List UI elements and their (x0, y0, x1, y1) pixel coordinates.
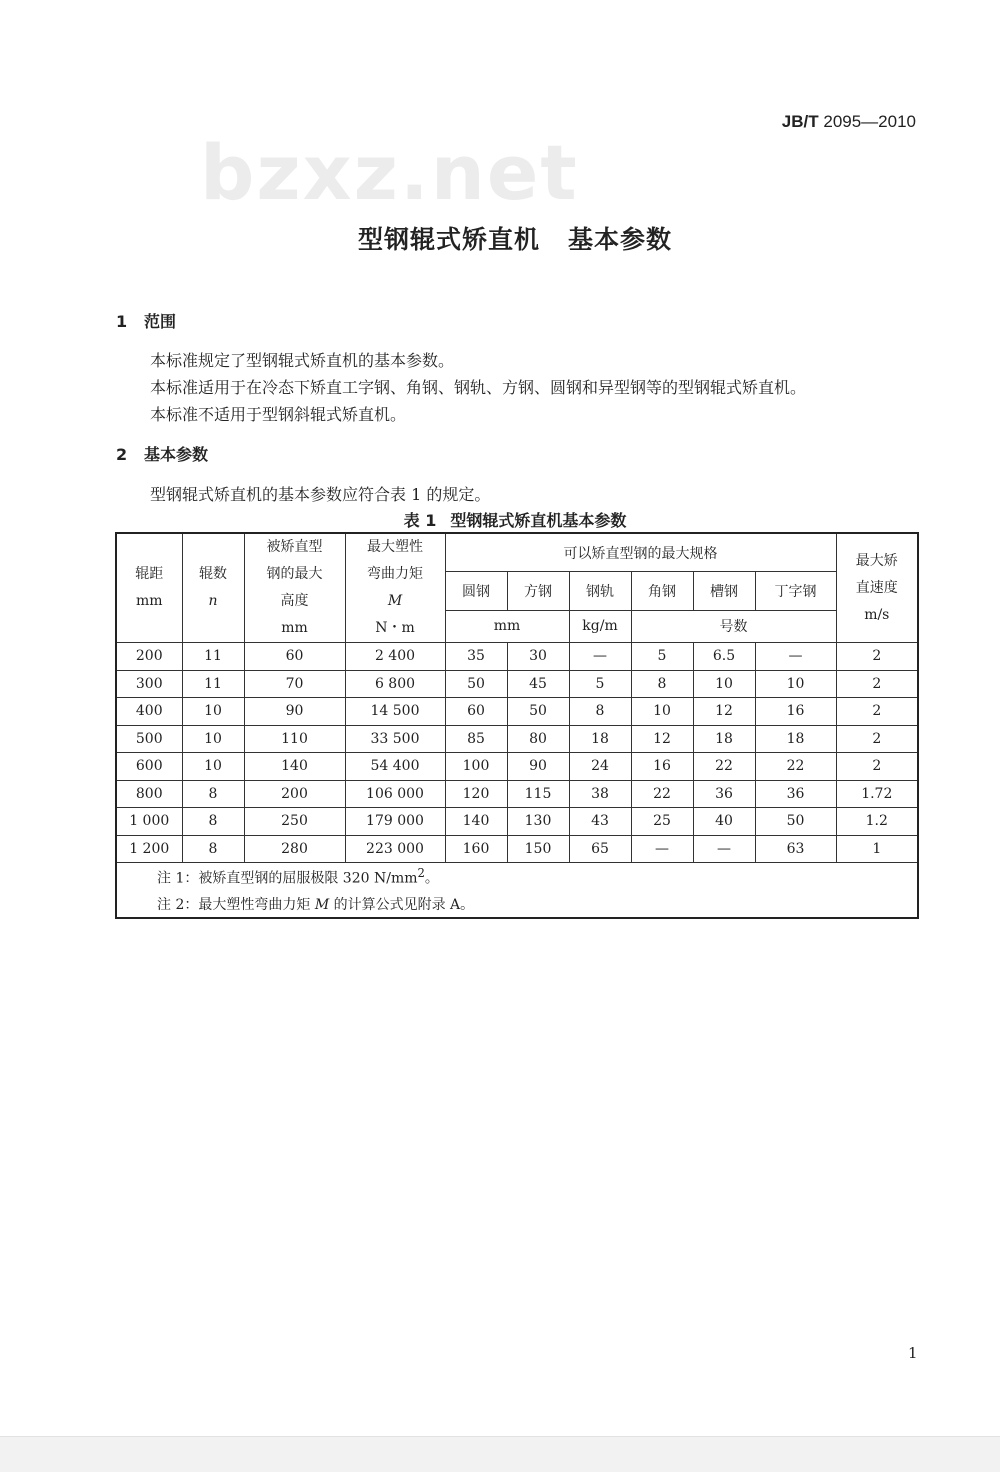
cell-tee: 10 (755, 670, 836, 698)
note-1-suffix: 。 (424, 870, 439, 887)
cell-rail: 18 (569, 725, 631, 753)
cell-max-speed: 1.72 (836, 780, 918, 808)
section-2-number: 2 (116, 445, 128, 464)
table-row (116, 698, 918, 726)
cell-max-speed: 2 (836, 753, 918, 781)
header-rail: 钢轨 (569, 572, 631, 610)
cell-roll-count: 8 (182, 835, 244, 863)
section-1-paragraph-3: 本标准不适用于型钢斜辊式矫直机。 (150, 405, 407, 424)
table-body (116, 643, 918, 863)
header-roll-pitch-unit: mm (135, 593, 163, 609)
cell-tee: 16 (755, 698, 836, 726)
header-max-height-line-1: 被矫直型 (266, 539, 323, 555)
cell-max-moment: 106 000 (345, 780, 445, 808)
cell-tee: 36 (755, 780, 836, 808)
cell-max-height: 110 (244, 725, 345, 753)
cell-round: 100 (445, 753, 507, 781)
cell-max-moment: 6 800 (345, 670, 445, 698)
table-row (116, 835, 918, 863)
cell-max-height: 280 (244, 835, 345, 863)
note-2-variable: M (314, 896, 330, 913)
cell-max-moment: 2 400 (345, 643, 445, 671)
cell-max-moment: 179 000 (345, 808, 445, 836)
header-unit-kgm: kg/m (569, 610, 631, 642)
header-max-speed-unit: m/s (864, 606, 890, 623)
cell-roll-count: 11 (182, 670, 244, 698)
header-max-speed-line-1: 最大矫 (855, 552, 898, 569)
cell-square: 130 (507, 808, 569, 836)
cell-roll-count: 10 (182, 753, 244, 781)
table-note-1-row (116, 863, 918, 891)
note-1-superscript: 2 (417, 865, 425, 880)
cell-tee: — (755, 643, 836, 671)
cell-round: 140 (445, 808, 507, 836)
header-unit-mm: mm (445, 610, 569, 642)
section-2-heading (116, 442, 208, 465)
cell-angle: 10 (631, 698, 693, 726)
header-roll-count-label: 辊数 (199, 566, 227, 582)
table-row (116, 753, 918, 781)
cell-rail: 43 (569, 808, 631, 836)
cell-rail: 38 (569, 780, 631, 808)
header-max-spec-group: 可以矫直型钢的最大规格 (445, 533, 836, 572)
header-max-moment-line-2: 弯曲力矩 (367, 566, 423, 582)
cell-angle: 5 (631, 643, 693, 671)
header-max-speed (836, 533, 918, 643)
cell-max-moment: 33 500 (345, 725, 445, 753)
cell-max-height: 250 (244, 808, 345, 836)
header-roll-pitch (116, 533, 182, 643)
cell-roll-pitch: 200 (116, 643, 182, 671)
cell-square: 80 (507, 725, 569, 753)
cell-roll-count: 11 (182, 643, 244, 671)
cell-rail: 24 (569, 753, 631, 781)
cell-square: 30 (507, 643, 569, 671)
cell-round: 35 (445, 643, 507, 671)
cell-square: 50 (507, 698, 569, 726)
cell-roll-pitch: 300 (116, 670, 182, 698)
cell-max-moment: 54 400 (345, 753, 445, 781)
document-title (0, 220, 1000, 256)
header-tee-steel: 丁字钢 (755, 572, 836, 610)
cell-channel: 10 (693, 670, 755, 698)
header-channel-steel: 槽钢 (693, 572, 755, 610)
header-max-speed-line-2: 直速度 (855, 579, 898, 596)
header-roll-count-symbol: n (208, 593, 218, 609)
header-max-moment (345, 533, 445, 643)
cell-round: 160 (445, 835, 507, 863)
cell-tee: 63 (755, 835, 836, 863)
cell-rail: 5 (569, 670, 631, 698)
cell-tee: 50 (755, 808, 836, 836)
table-note-2-row (116, 890, 918, 918)
cell-round: 85 (445, 725, 507, 753)
cell-square: 150 (507, 835, 569, 863)
cell-max-speed: 2 (836, 698, 918, 726)
cell-angle: 16 (631, 753, 693, 781)
table-row (116, 725, 918, 753)
parameters-table (115, 532, 919, 919)
cell-roll-pitch: 600 (116, 753, 182, 781)
cell-angle: 12 (631, 725, 693, 753)
title-part-1: 型钢辊式矫直机 (357, 225, 540, 254)
cell-max-speed: 2 (836, 725, 918, 753)
header-roll-pitch-label: 辊距 (135, 566, 164, 582)
table-row (116, 780, 918, 808)
cell-max-speed: 1 (836, 835, 918, 863)
cell-tee: 18 (755, 725, 836, 753)
cell-roll-count: 8 (182, 808, 244, 836)
cell-rail: — (569, 643, 631, 671)
header-max-height-line-3: 高度 (280, 593, 309, 609)
cell-channel: 22 (693, 753, 755, 781)
cell-angle: 8 (631, 670, 693, 698)
section-1-paragraph-1: 本标准规定了型钢辊式矫直机的基本参数。 (150, 351, 455, 370)
cell-rail: 8 (569, 698, 631, 726)
cell-roll-count: 8 (182, 780, 244, 808)
note-1-text: 注 1：被矫直型钢的屈服极限 320 N/mm (157, 870, 418, 887)
header-max-moment-symbol: M (387, 593, 403, 609)
title-part-2: 基本参数 (568, 225, 673, 254)
table-row (116, 808, 918, 836)
table-row (116, 670, 918, 698)
section-1-paragraph-2: 本标准适用于在冷态下矫直工字钢、角钢、钢轨、方钢、圆钢和异型钢等的型钢辊式矫直机。 (150, 378, 807, 397)
cell-roll-count: 10 (182, 725, 244, 753)
cell-channel: 6.5 (693, 643, 755, 671)
page-bottom-band (0, 1436, 1000, 1472)
section-2-paragraph-1: 型钢辊式矫直机的基本参数应符合表 1 的规定。 (150, 485, 491, 504)
cell-max-speed: 2 (836, 670, 918, 698)
table-caption (0, 508, 1000, 531)
watermark: bzxz.net (200, 128, 579, 217)
table-note-2 (116, 890, 918, 918)
table-caption-label: 表 1 (403, 511, 437, 530)
cell-max-speed: 2 (836, 643, 918, 671)
cell-roll-pitch: 400 (116, 698, 182, 726)
standard-number: 2095—2010 (823, 112, 916, 131)
header-angle-steel: 角钢 (631, 572, 693, 610)
header-square-steel: 方钢 (507, 572, 569, 610)
cell-max-speed: 1.2 (836, 808, 918, 836)
cell-angle: — (631, 835, 693, 863)
header-round-steel: 圆钢 (445, 572, 507, 610)
cell-max-height: 60 (244, 643, 345, 671)
note-2-suffix: 的计算公式见附录 A。 (329, 896, 475, 913)
cell-round: 60 (445, 698, 507, 726)
table-row (116, 643, 918, 671)
cell-channel: — (693, 835, 755, 863)
header-max-height (244, 533, 345, 643)
cell-max-height: 90 (244, 698, 345, 726)
cell-max-height: 140 (244, 753, 345, 781)
section-1-heading (116, 309, 176, 332)
standard-code (782, 112, 916, 132)
cell-roll-pitch: 500 (116, 725, 182, 753)
cell-angle: 22 (631, 780, 693, 808)
section-1-title: 范围 (144, 312, 177, 331)
header-max-moment-line-1: 最大塑性 (367, 539, 423, 555)
note-2-text: 注 2：最大塑性弯曲力矩 (157, 896, 315, 913)
header-max-height-line-2: 钢的最大 (266, 566, 323, 582)
cell-roll-pitch: 800 (116, 780, 182, 808)
cell-square: 45 (507, 670, 569, 698)
page-number: 1 (908, 1344, 918, 1362)
header-max-moment-unit: N・m (375, 620, 415, 636)
header-roll-count (182, 533, 244, 643)
cell-roll-pitch: 1 000 (116, 808, 182, 836)
cell-channel: 36 (693, 780, 755, 808)
table-note-1 (116, 863, 918, 891)
cell-square: 90 (507, 753, 569, 781)
cell-round: 50 (445, 670, 507, 698)
cell-channel: 12 (693, 698, 755, 726)
section-1-number: 1 (116, 312, 128, 331)
header-max-height-unit: mm (281, 620, 308, 636)
cell-angle: 25 (631, 808, 693, 836)
section-2-title: 基本参数 (144, 445, 209, 464)
cell-channel: 18 (693, 725, 755, 753)
cell-roll-pitch: 1 200 (116, 835, 182, 863)
cell-max-height: 70 (244, 670, 345, 698)
cell-channel: 40 (693, 808, 755, 836)
cell-round: 120 (445, 780, 507, 808)
header-unit-number: 号数 (631, 610, 836, 642)
cell-max-height: 200 (244, 780, 345, 808)
cell-square: 115 (507, 780, 569, 808)
cell-max-moment: 223 000 (345, 835, 445, 863)
table-caption-title: 型钢辊式矫直机基本参数 (450, 511, 627, 530)
cell-rail: 65 (569, 835, 631, 863)
cell-roll-count: 10 (182, 698, 244, 726)
cell-tee: 22 (755, 753, 836, 781)
cell-max-moment: 14 500 (345, 698, 445, 726)
standard-prefix: JB/T (781, 112, 819, 131)
